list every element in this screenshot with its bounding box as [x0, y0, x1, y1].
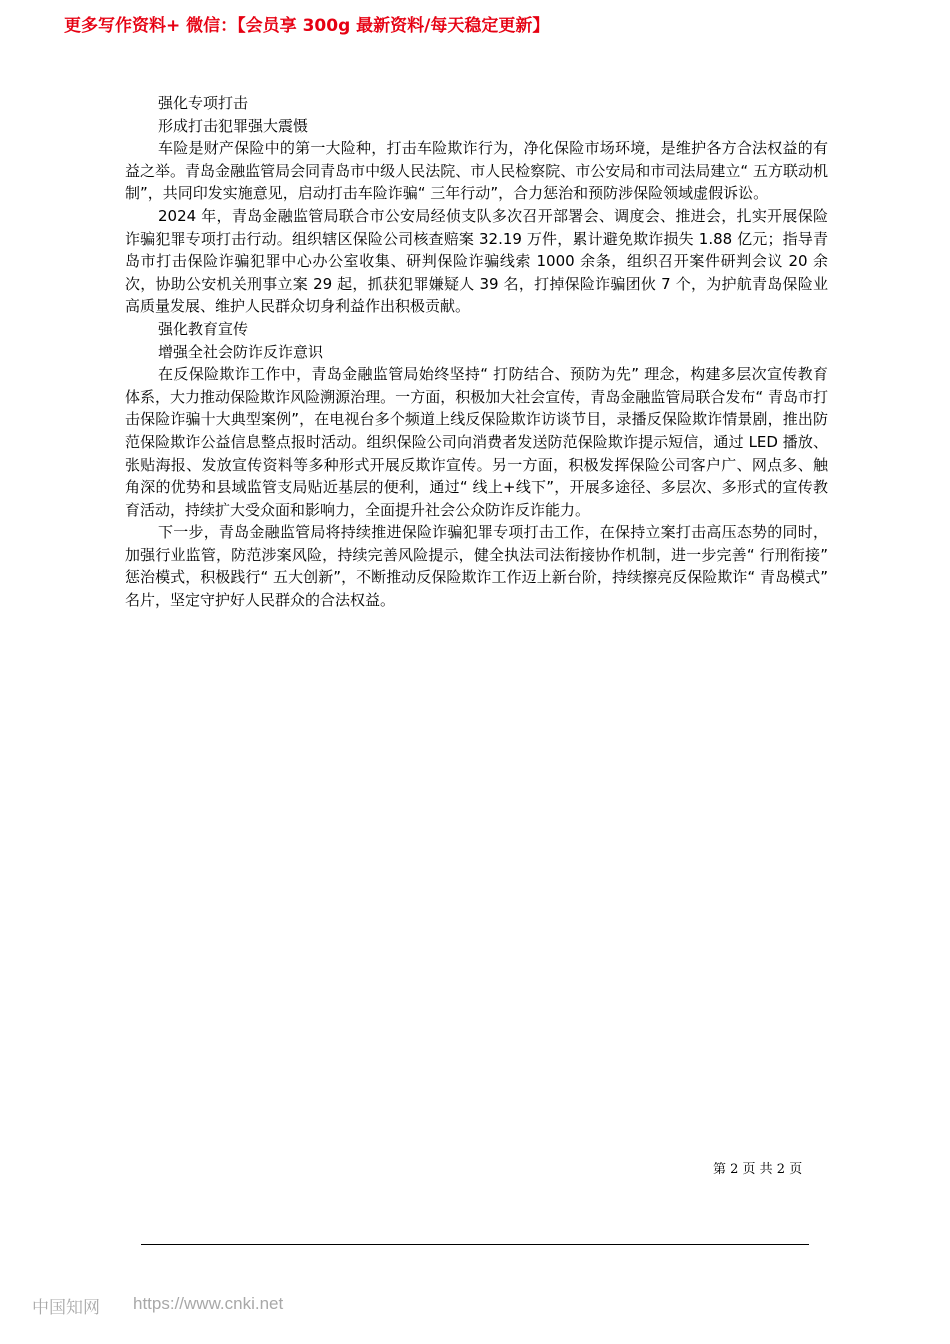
promo-banner: 更多写作资料+ 微信：【会员享 300g 最新资料/每天稳定更新】 [64, 16, 550, 36]
article-paragraph: 2024 年，青岛金融监管局联合市公安局经侦支队多次召开部署会、调度会、推进会，扎实开展保险诈骗犯罪专项打击行动。组织辖区保险公司核查赔案 32.19 万件，累计避免欺诈损失 1.88 亿元；指导青岛市打击保险诈骗犯罪中心办公室收集、研判保险诈骗线索 1000 余条，组织召开案件研判会议 20 余次，协助公安机关刑事立案 29 起，抓获犯罪嫌疑人 39 名，打掉保险诈骗团伙 7 个，为护航青岛保险业高质量发展、维护人民群众切身利益作出积极贡献。 [125, 206, 828, 316]
section-subheading: 增强全社会防诈反诈意识 [158, 342, 324, 361]
section-heading: 强化教育宣传 [158, 319, 249, 338]
cnki-logo-text: 中国知网 [32, 1298, 100, 1318]
article-paragraph: 下一步，青岛金融监管局将持续推进保险诈骗犯罪专项打击工作，在保持立案打击高压态势的同时，加强行业监管，防范涉案风险，持续完善风险提示，健全执法司法衔接协作机制，进一步完善“ 行刑衔接” 惩治模式，积极践行“ 五大创新”，不断推动反保险欺诈工作迈上新台阶，持续擦亮反保险欺诈“ 青岛模式” 名片，坚定守护好人民群众的合法权益。 [125, 523, 828, 610]
section-subheading: 形成打击犯罪强大震慑 [158, 116, 309, 135]
section-heading: 强化专项打击 [158, 94, 249, 112]
source-url-link[interactable]: https://www.cnki.net [133, 1294, 284, 1313]
page-number: 第 2 页 共 2 页 [713, 1162, 803, 1177]
article-body [125, 92, 828, 612]
article-paragraph: 在反保险欺诈工作中，青岛金融监管局始终坚持“ 打防结合、预防为先” 理念，构建多层次宣传教育体系，大力推动保险欺诈风险溯源治理。一方面，积极加大社会宣传，青岛金融监管局联合发布“ 青岛市打击保险诈骗十大典型案例”，在电视台多个频道上线反保险欺诈访谈节目，录播反保险欺诈情景剧，推出防范保险欺诈公益信息整点报时活动。组织保险公司向消费者发送防范保险欺诈提示短信，通过 LED 播放、张贴海报、发放宣传资料等多种形式开展反欺诈宣传。另一方面，积极发挥保险公司客户广、网点多、触角深的优势和县域监管支局贴近基层的便利，通过“ 线上+线下”，开展多途径、多层次、多形式的宣传教育活动，持续扩大受众面和影响力，全面提升社会公众防诈反诈能力。 [125, 365, 828, 519]
article-paragraph: 车险是财产保险中的第一大险种，打击车险欺诈行为，净化保险市场环境，是维护各方合法权益的有益之举。青岛金融监管局会同青岛市中级人民法院、市人民检察院、市公安局和市司法局建立“ 五方联动机制”，共同印发实施意见，启动打击车险诈骗“ 三年行动”，合力惩治和预防涉保险领域虚假诉讼。 [125, 139, 828, 203]
footer-divider [141, 1244, 809, 1245]
